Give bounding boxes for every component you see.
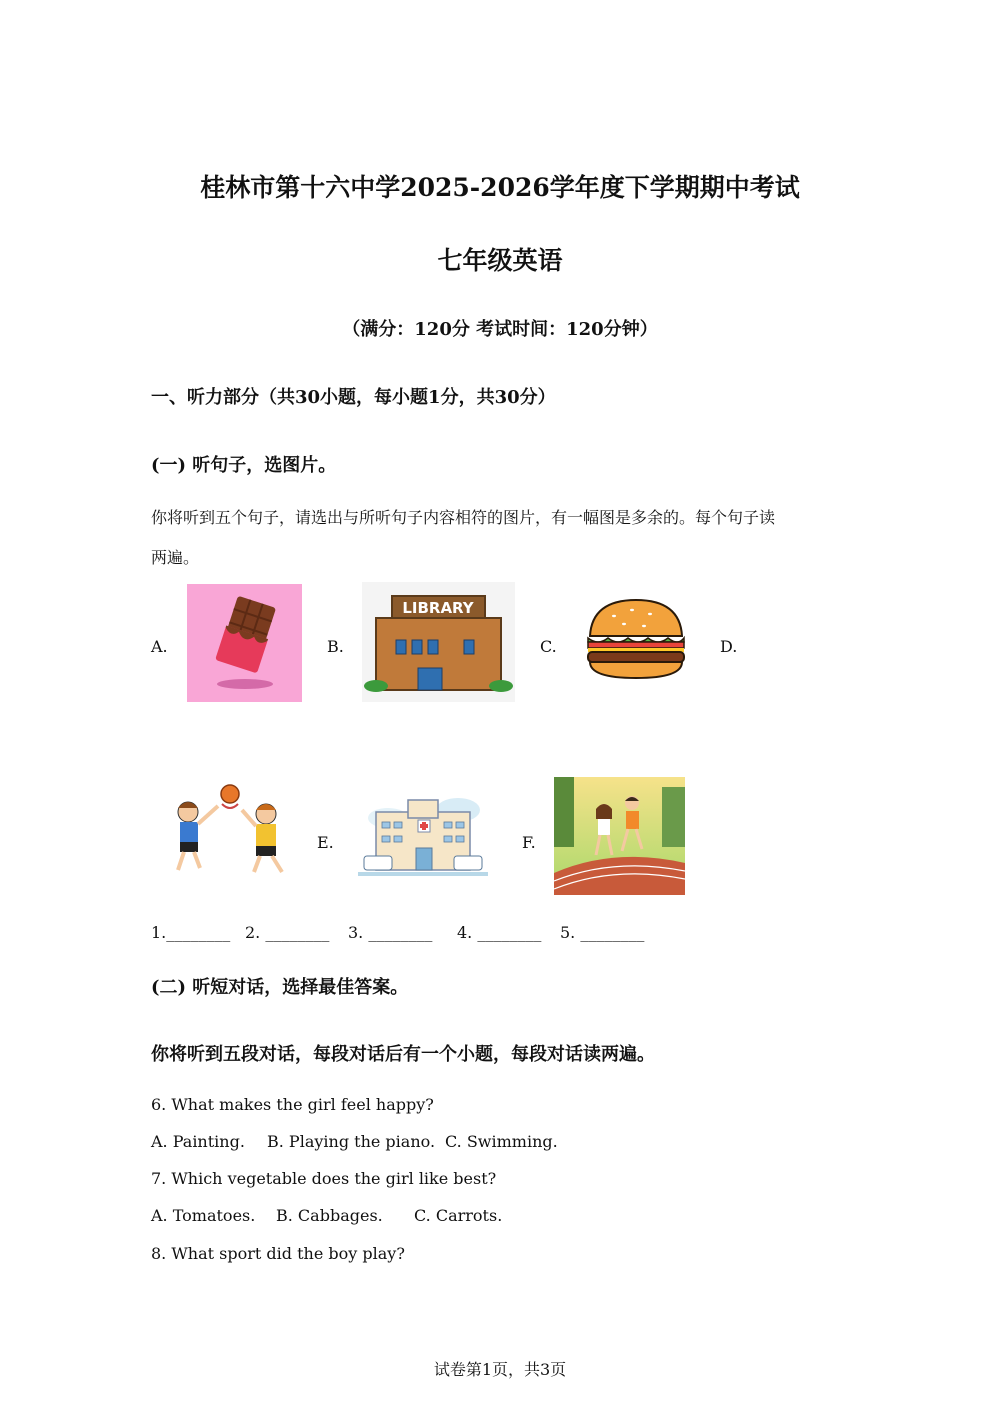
question-7-option-a[interactable]: A. Tomatoes. xyxy=(151,1206,256,1225)
option-label-b: B. xyxy=(327,637,344,656)
question-7-option-b[interactable]: B. Cabbages. xyxy=(276,1206,383,1225)
hospital-building-icon xyxy=(358,790,488,882)
option-label-f: F. xyxy=(522,833,536,852)
question-6-option-c[interactable]: C. Swimming. xyxy=(445,1132,558,1151)
option-label-a: A. xyxy=(151,637,168,656)
question-6-option-b[interactable]: B. Playing the piano. xyxy=(267,1132,436,1151)
kids-playing-basketball-icon xyxy=(162,784,298,880)
library-sign: LIBRARY xyxy=(402,599,474,617)
blank-1[interactable]: 1.________ xyxy=(151,923,231,942)
exam-meta: （满分：120分 考试时间：120分钟） xyxy=(342,319,658,340)
sub2-instruction: 你将听到五段对话，每段对话后有一个小题，每段对话读两遍。 xyxy=(151,1044,655,1065)
question-7-option-c[interactable]: C. Carrots. xyxy=(414,1206,503,1225)
hamburger-icon xyxy=(584,598,688,680)
blank-4[interactable]: 4. ________ xyxy=(457,923,542,942)
sub1-heading: (一) 听句子，选图片。 xyxy=(151,455,337,476)
page-footer: 试卷第1页，共3页 xyxy=(433,1360,567,1379)
option-label-e: E. xyxy=(317,833,334,852)
question-8-stem: 8. What sport did the boy play? xyxy=(151,1244,405,1263)
blank-2[interactable]: 2. ________ xyxy=(245,923,330,942)
option-label-c: C. xyxy=(540,637,557,656)
blank-5[interactable]: 5. ________ xyxy=(560,923,645,942)
part1-heading: 一、听力部分（共30小题，每小题1分，共30分） xyxy=(151,387,556,408)
exam-subtitle: 七年级英语 xyxy=(437,246,563,275)
blank-3[interactable]: 3. ________ xyxy=(348,923,433,942)
question-7-stem: 7. Which vegetable does the girl like best? xyxy=(151,1169,497,1188)
sub1-instruction-line2: 两遍。 xyxy=(151,548,200,567)
library-building-icon xyxy=(362,582,515,702)
option-label-d: D. xyxy=(720,637,738,656)
sub1-instruction-line1: 你将听到五个句子，请选出与所听句子内容相符的图片，有一幅图是多余的。每个句子读 xyxy=(151,508,776,527)
chocolate-bar-icon xyxy=(187,584,302,702)
sub2-heading: (二) 听短对话，选择最佳答案。 xyxy=(151,977,409,998)
question-6-option-a[interactable]: A. Painting. xyxy=(151,1132,245,1151)
kids-running-on-track-icon xyxy=(554,777,685,895)
question-6-stem: 6. What makes the girl feel happy? xyxy=(151,1095,434,1114)
exam-title: 桂林市第十六中学2025-2026学年度下学期期中考试 xyxy=(200,173,800,202)
